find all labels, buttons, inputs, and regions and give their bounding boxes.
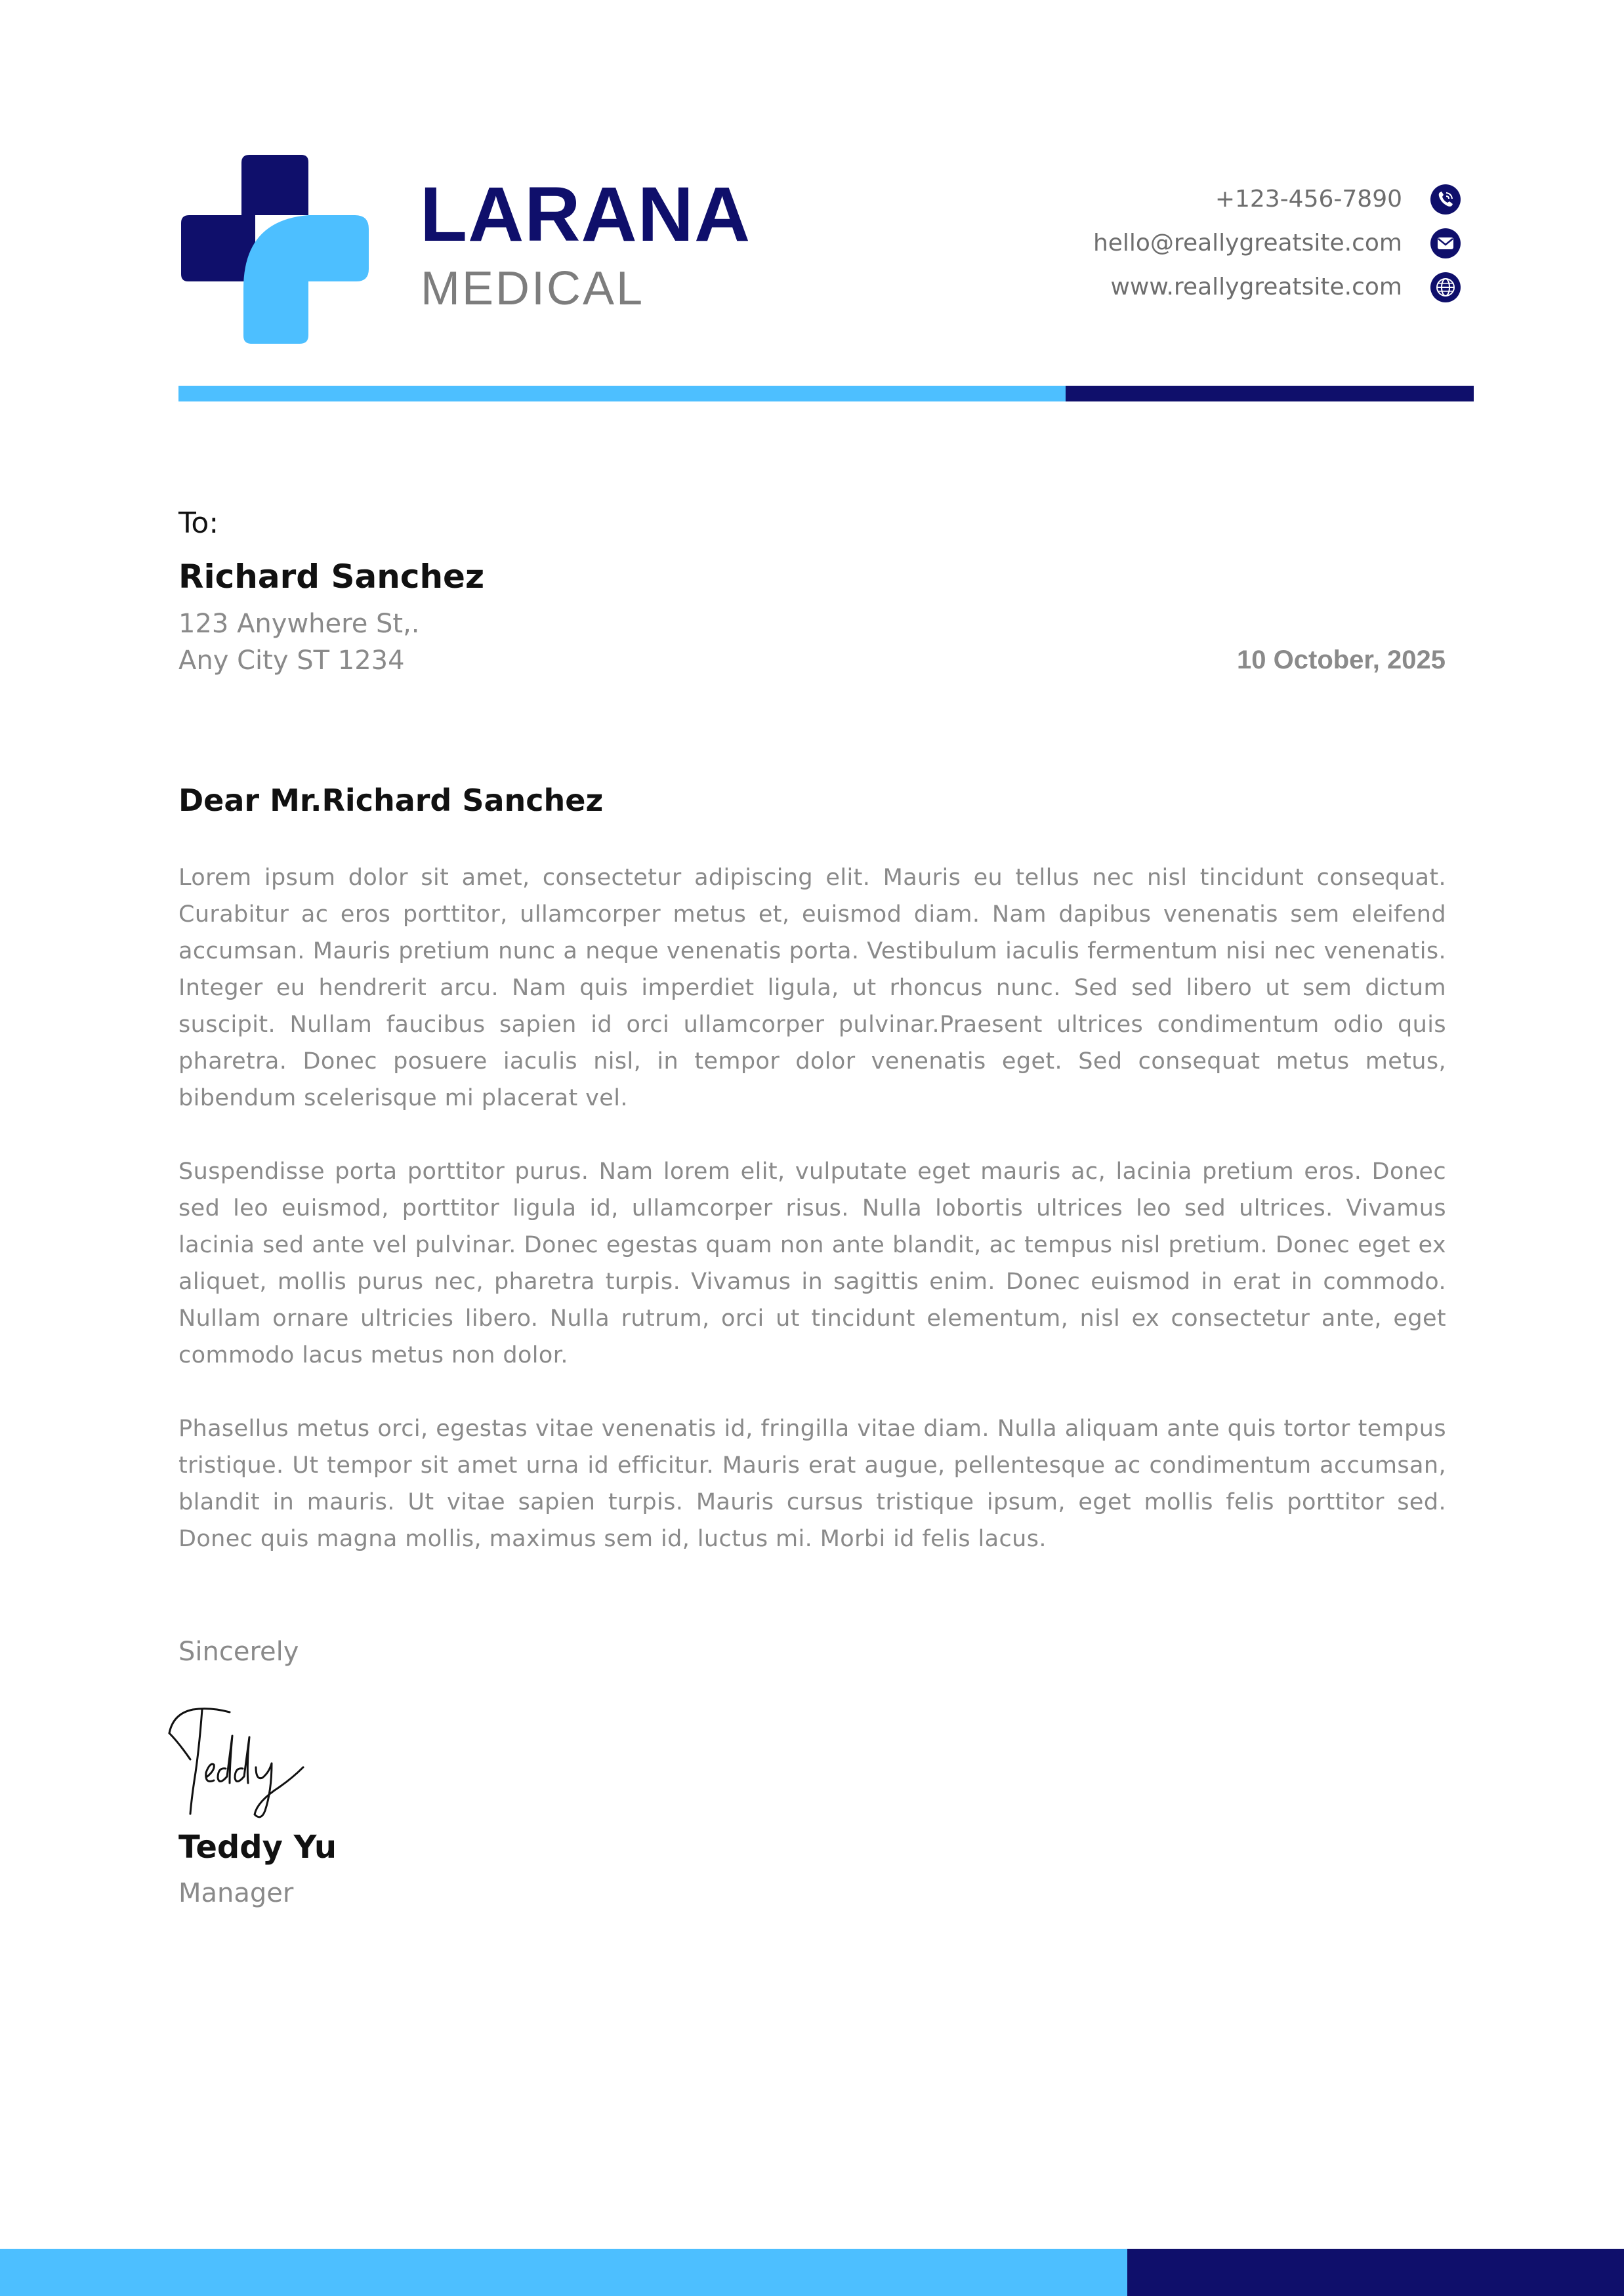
contact-email-row: [871, 221, 1461, 265]
salutation: Dear Mr.Richard Sanchez: [178, 783, 604, 818]
to-label: To:: [178, 506, 219, 540]
brand-name: LARANA: [420, 171, 751, 258]
globe-icon: [1430, 272, 1461, 303]
contact-phone[interactable]: +123-456-7890: [1215, 186, 1402, 213]
recipient-name: Richard Sanchez: [178, 558, 485, 596]
contact-website-row: [871, 265, 1461, 309]
footer-bar-light: [0, 2249, 1127, 2296]
header-divider-dark: [1066, 386, 1474, 401]
footer-bar-dark: [1127, 2249, 1624, 2296]
mail-icon: [1430, 228, 1461, 259]
contact-phone-row: [871, 177, 1461, 221]
signature: [164, 1699, 322, 1824]
letter-date: 10 October, 2025: [1237, 646, 1446, 674]
signer-title: Manager: [178, 1878, 294, 1908]
body-paragraph: Phasellus metus orci, egestas vitae venenatis id, fringilla vitae diam. Nulla aliquam ante quis tortor tempus tristique. Ut tempor sit amet urna id efficitur. Mauris erat augue, pellentesque ac condimentum accumsan, blandit in mauris. Ut vitae sapien turpis. Mauris cursus tristique ipsum, eget mollis felis porttitor sed. Donec quis magna mollis, maximus sem id, luctus mi. Morbi id felis lacus.: [178, 1416, 1446, 1552]
signer-name: Teddy Yu: [178, 1829, 337, 1866]
contact-website[interactable]: www.reallygreatsite.com: [1110, 274, 1402, 300]
header-divider-light: [178, 386, 1066, 401]
body-paragraph: Lorem ipsum dolor sit amet, consectetur adipiscing elit. Mauris eu tellus nec nisl tincidunt consequat. Curabitur ac eros porttitor, ullamcorper metus et, euismod diam. Nam dapibus venenatis sem eleifend accumsan. Mauris pretium nunc a neque venenatis porta. Vestibulum iaculis fermentum nisi nec venenatis. Integer eu hendrerit arcu. Nam quis imperdiet ligula, ut rhoncus nunc. Sed sed libero ut sem dictum suscipit. Nullam faucibus sapien id orci ullamcorper pulvinar.Praesent ultrices condimentum odio quis pharetra. Donec posuere iaculis nisl, in tempor dolor venenatis eget. Sed consequat metus metus, bibendum scelerisque mi placerat vel.: [178, 865, 1446, 1111]
phone-icon: [1430, 184, 1461, 215]
contact-list: [871, 177, 1461, 309]
recipient-address-line2: Any City ST 1234: [178, 646, 405, 676]
recipient-address-line1: 123 Anywhere St,.: [178, 609, 420, 639]
closing: Sincerely: [178, 1637, 299, 1667]
medical-cross-icon: [181, 155, 369, 344]
body-paragraph: Suspendisse porta porttitor purus. Nam lorem elit, vulputate eget mauris ac, lacinia pretium eros. Donec sed leo euismod, porttitor ligula id, ullamcorper risus. Nulla lobortis ultrices leo sed ultrices. Vivamus lacinia sed ante vel pulvinar. Donec egestas quam non ante blandit, ac tempus nisl pretium. Donec eget ex aliquet, mollis purus nec, pharetra turpis. Vivamus in sagittis enim. Donec euismod in erat in commodo. Nullam ornare ultricies libero. Nulla rutrum, orci ut tincidunt elementum, nisl ex consectetur ante, eget commodo lacus metus non dolor.: [178, 1158, 1446, 1368]
contact-email[interactable]: hello@reallygreatsite.com: [1093, 230, 1402, 256]
brand-subtitle: MEDICAL: [421, 262, 645, 315]
